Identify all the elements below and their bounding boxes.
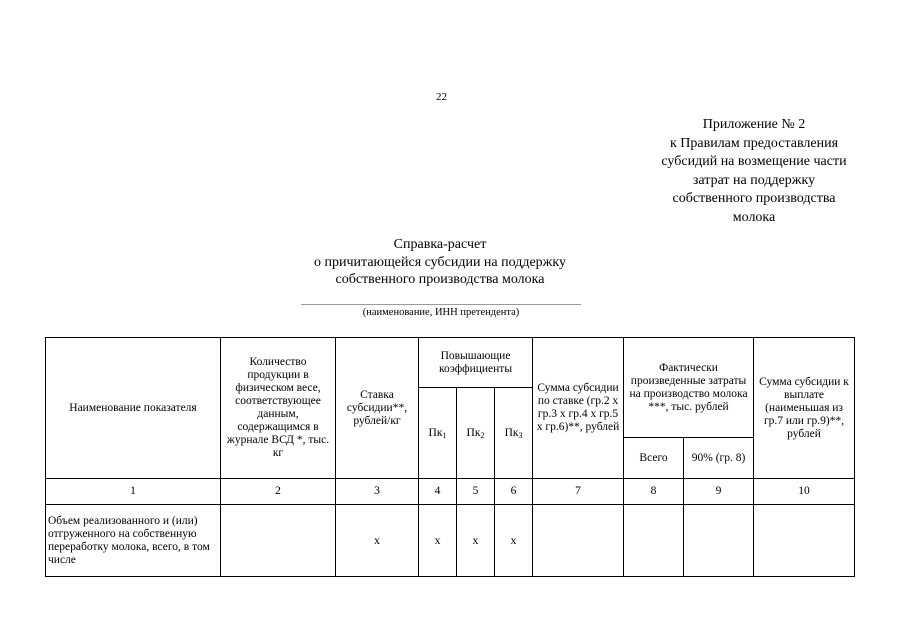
header-rate: Ставка субсидии**, рублей/кг [336,338,419,479]
column-number: 2 [221,479,336,505]
row-indicator: Объем реализованного и (или) отгруженного на собственную переработку молока, всего, в том числе [46,505,221,577]
appendix-line: собственного производства [672,191,836,206]
appendix-line: затрат на поддержку [692,172,816,188]
appendix-line: Приложение № 2 [702,117,806,132]
table-row [46,505,855,577]
applicant-name-line [301,304,581,305]
header-pk3: Пк3 [495,388,533,479]
column-number: 6 [495,479,533,505]
table-cell [533,505,624,577]
header-indicator: Наименование показателя [46,338,221,479]
subsidy-calculation-table [45,337,855,577]
column-number: 7 [533,479,624,505]
header-total: Всего [624,438,684,479]
header-percent90: 90% (гр. 8) [684,438,754,479]
table-cell: x [495,505,533,577]
appendix-line: к Правилам предоставления [669,135,839,151]
header-actual-costs: Фактически произведенные затраты на производство молока ***, тыс. рублей [624,338,754,438]
table-cell: x [336,505,419,577]
table-cell [221,505,336,577]
column-number: 1 [46,479,221,505]
table-cell: x [419,505,457,577]
header-rate-sum: Сумма субсидии по ставке (гр.2 х гр.3 х гр.4 х гр.5 х гр.6)**, рублей [533,338,624,479]
appendix-line: субсидий на возмещение части [661,154,847,169]
header-pk1: Пк1 [419,388,457,479]
table-cell [624,505,684,577]
column-number: 3 [336,479,419,505]
header-coefficients: Повышающие коэффициенты [419,338,533,388]
column-number: 4 [419,479,457,505]
applicant-name-caption: (наименование, ИНН претендента) [362,307,520,318]
table-cell [754,505,855,577]
column-number: 9 [684,479,754,505]
title-line: собственного производства молока [335,272,545,287]
appendix-block [648,116,860,227]
title-line: Справка-расчет [393,237,487,252]
header-payable: Сумма субсидии к выплате (наименьшая из гр.7 или гр.9)**, рублей [754,338,855,479]
column-number: 8 [624,479,684,505]
column-number: 10 [754,479,855,505]
document-title [270,236,610,289]
header-quantity: Количество продукции в физическом весе, соответствующее данным, содержащимся в журнале ВСД *, тыс. кг [221,338,336,479]
column-number: 5 [457,479,495,505]
table-cell [684,505,754,577]
table-cell: x [457,505,495,577]
appendix-line: молока [732,209,776,225]
header-pk2: Пк2 [457,388,495,479]
title-line: о причитающейся субсидии на поддержку [314,254,566,270]
